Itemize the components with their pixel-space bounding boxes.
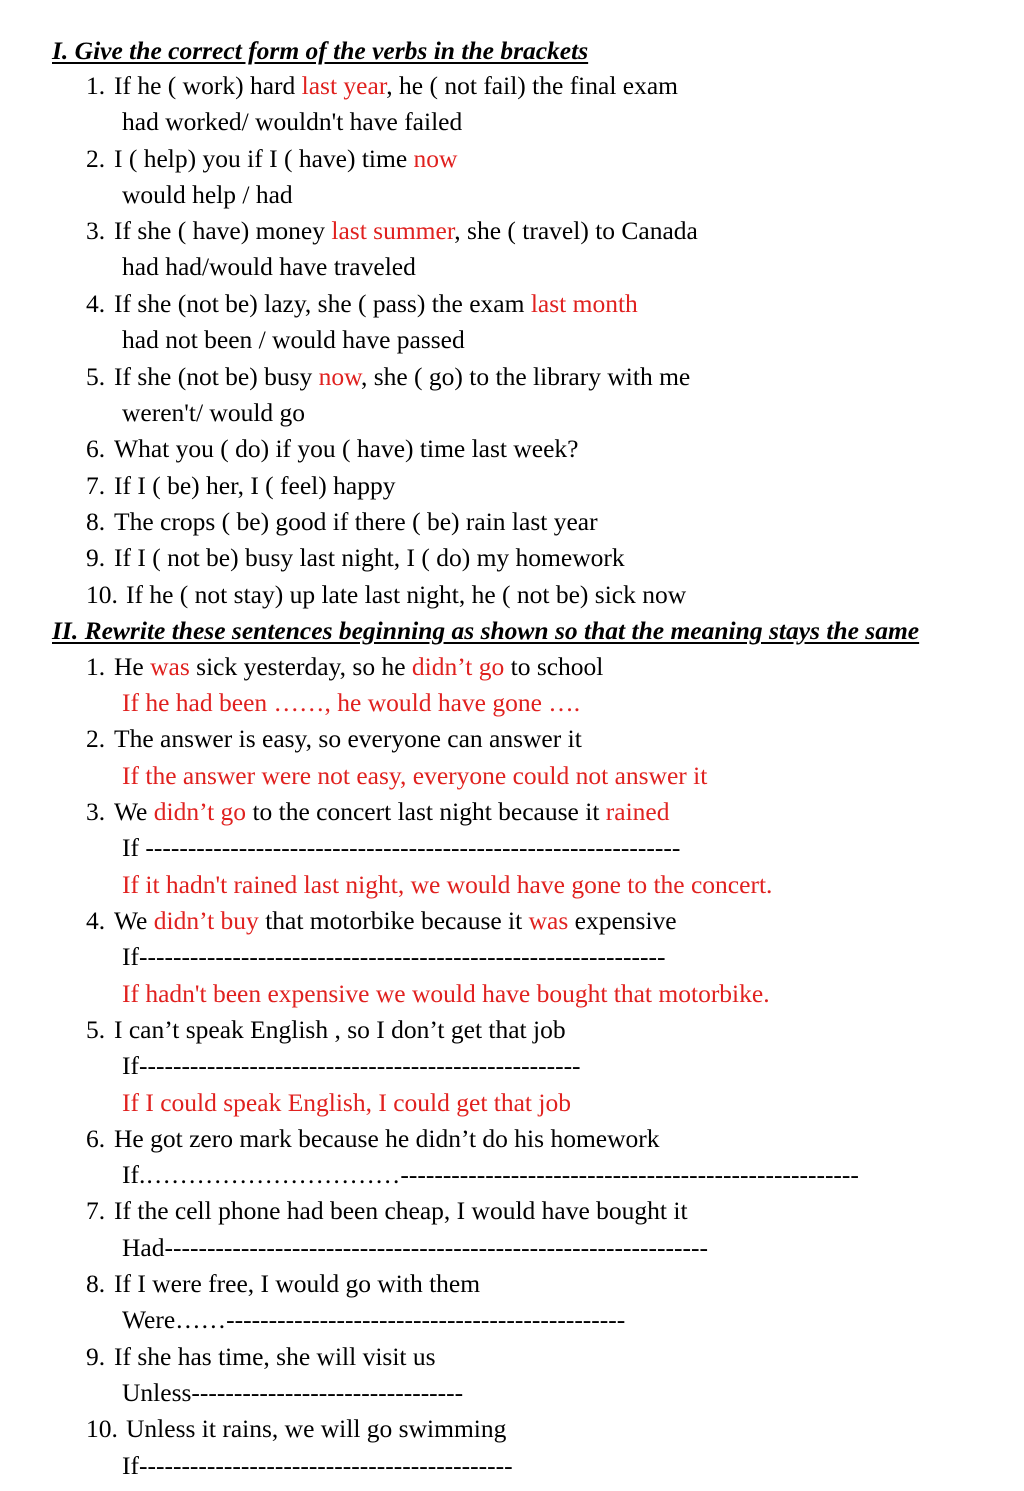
s1-item-1-answer: had worked/ wouldn't have failed: [122, 107, 463, 136]
s2-item-8: 8. If I were free, I would go with them: [86, 1269, 481, 1298]
section-2-title: II. Rewrite these sentences beginning as shown so that the meaning stays the same: [52, 616, 920, 645]
s1-item-8: 8. The crops ( be) good if there ( be) rain last year: [86, 507, 598, 536]
s1-item-2: 2. I ( help) you if I ( have) time now: [86, 144, 458, 173]
s2-item-9-prompt: Unless--------------------------------: [122, 1378, 464, 1407]
s2-item-3: 3. We didn’t go to the concert last night because it rained: [86, 797, 670, 826]
s2-item-8-prompt: Were……-----------------------------------------------: [122, 1305, 626, 1334]
s1-item-5-answer: weren't/ would go: [122, 398, 306, 427]
s1-item-5: 5. If she (not be) busy now, she ( go) to the library with me: [86, 362, 691, 391]
s2-item-10: 10. Unless it rains, we will go swimming: [86, 1414, 507, 1443]
s2-item-9: 9. If she has time, she will visit us: [86, 1342, 436, 1371]
s2-item-1: 1. He was sick yesterday, so he didn’t go to school: [86, 652, 604, 681]
s1-item-3-answer: had had/would have traveled: [122, 252, 416, 281]
s1-item-7: 7. If I ( be) her, I ( feel) happy: [86, 471, 396, 500]
s1-item-10: 10. If he ( not stay) up late last night, he ( not be) sick now: [86, 580, 687, 609]
s2-item-10-prompt: If--------------------------------------------: [122, 1451, 513, 1480]
s2-item-2-prompt: If the answer were not easy, everyone could not answer it: [122, 761, 708, 790]
s1-item-3: 3. If she ( have) money last summer, she ( travel) to Canada: [86, 216, 698, 245]
section-1-title: I. Give the correct form of the verbs in the brackets: [52, 36, 589, 65]
s2-item-2: 2. The answer is easy, so everyone can answer it: [86, 724, 582, 753]
s1-item-1: 1. If he ( work) hard last year, he ( not fail) the final exam: [86, 71, 679, 100]
s2-item-6: 6. He got zero mark because he didn’t do his homework: [86, 1124, 660, 1153]
s2-item-1-prompt: If he had been ……, he would have gone ….: [122, 688, 581, 717]
s2-item-4-prompt: If--------------------------------------------------------------: [122, 942, 666, 971]
s2-item-5-answer: If I could speak English, I could get that job: [122, 1088, 571, 1117]
s1-item-2-answer: would help / had: [122, 180, 293, 209]
s2-item-3-prompt: If ---------------------------------------------------------------: [122, 833, 681, 862]
s1-item-6: 6. What you ( do) if you ( have) time last week?: [86, 434, 579, 463]
s1-item-4: 4. If she (not be) lazy, she ( pass) the exam last month: [86, 289, 638, 318]
s2-item-6-prompt: If.…………………………------------------------------------------------------: [122, 1160, 859, 1189]
s2-item-4: 4. We didn’t buy that motorbike because it was expensive: [86, 906, 677, 935]
s2-item-3-answer: If it hadn't rained last night, we would have gone to the concert.: [122, 870, 773, 899]
s2-item-5-prompt: If----------------------------------------------------: [122, 1051, 581, 1080]
s1-item-9: 9. If I ( not be) busy last night, I ( do) my homework: [86, 543, 625, 572]
s2-item-7: 7. If the cell phone had been cheap, I would have bought it: [86, 1196, 688, 1225]
s2-item-7-prompt: Had----------------------------------------------------------------: [122, 1233, 708, 1262]
s2-item-4-answer: If hadn't been expensive we would have bought that motorbike.: [122, 979, 770, 1008]
s1-item-4-answer: had not been / would have passed: [122, 325, 465, 354]
s2-item-5: 5. I can’t speak English , so I don’t get that job: [86, 1015, 566, 1044]
